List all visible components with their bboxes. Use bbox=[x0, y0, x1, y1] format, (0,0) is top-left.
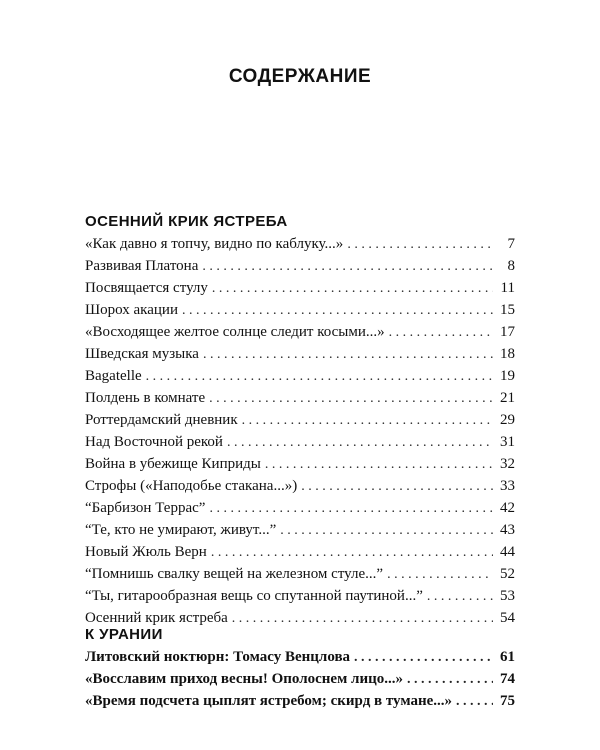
toc-entry[interactable] bbox=[85, 522, 515, 544]
dot-leader bbox=[227, 435, 493, 451]
dot-leader bbox=[212, 281, 493, 297]
toc-entry[interactable] bbox=[85, 566, 515, 588]
toc-entry[interactable] bbox=[85, 478, 515, 500]
toc-entry[interactable] bbox=[85, 236, 515, 258]
toc-entry-title: Шведская музыка bbox=[85, 346, 199, 362]
dot-leader bbox=[232, 611, 493, 627]
section-k-uranii bbox=[85, 626, 515, 715]
toc-entry[interactable] bbox=[85, 302, 515, 324]
toc-entry-page-number: 11 bbox=[500, 280, 515, 296]
toc-entry-title: Bagatelle bbox=[85, 368, 142, 384]
dot-leader bbox=[456, 694, 493, 710]
toc-entry-page-number: 19 bbox=[500, 368, 515, 384]
dot-leader bbox=[202, 259, 493, 275]
dot-leader bbox=[280, 523, 493, 539]
toc-entry-title: Полдень в комнате bbox=[85, 390, 206, 406]
toc-entry-page-number: 75 bbox=[500, 693, 515, 709]
dot-leader bbox=[211, 545, 493, 561]
section-osenniy-krik-yastreba bbox=[85, 213, 515, 632]
toc-entry-page-number: 53 bbox=[500, 588, 515, 604]
dot-leader bbox=[407, 672, 493, 688]
dot-leader bbox=[265, 457, 493, 473]
dot-leader bbox=[209, 501, 493, 517]
toc-entry-title: «Восходящее желтое солнце следит косыми...» bbox=[85, 324, 385, 340]
toc-entry-title: “Те, кто не умирают, живут...” bbox=[85, 522, 277, 538]
section-title: ОСЕННИЙ КРИК ЯСТРЕБА bbox=[85, 213, 288, 230]
dot-leader bbox=[354, 650, 493, 666]
toc-entry-title: Литовский ноктюрн: Томасу Венцлова bbox=[85, 649, 351, 665]
toc-entry-page-number: 21 bbox=[500, 390, 515, 406]
toc-entry[interactable] bbox=[85, 544, 515, 566]
toc-entry[interactable] bbox=[85, 434, 515, 456]
toc-entry-page-number: 54 bbox=[500, 610, 515, 626]
toc-entry-page-number: 61 bbox=[500, 649, 515, 665]
toc-entry-page-number: 74 bbox=[500, 671, 515, 687]
toc-entry-page-number: 42 bbox=[500, 500, 515, 516]
dot-leader bbox=[242, 413, 493, 429]
toc-entry-title: Новый Жюль Верн bbox=[85, 544, 207, 560]
toc-entry-page-number: 31 bbox=[500, 434, 515, 450]
toc-entry-title: Роттердамский дневник bbox=[85, 412, 238, 428]
toc-entry-title: Над Восточной рекой bbox=[85, 434, 223, 450]
dot-leader bbox=[146, 369, 493, 385]
toc-entry[interactable] bbox=[85, 671, 515, 693]
toc-entry[interactable] bbox=[85, 390, 515, 412]
toc-entry[interactable] bbox=[85, 456, 515, 478]
toc-entry[interactable] bbox=[85, 324, 515, 346]
toc-entry-page-number: 18 bbox=[500, 346, 515, 362]
toc-entry[interactable] bbox=[85, 649, 515, 671]
toc-entry-title: “Барбизон Террас” bbox=[85, 500, 206, 516]
toc-entry-page-number: 44 bbox=[500, 544, 515, 560]
toc-entry-title: Война в убежище Киприды bbox=[85, 456, 261, 472]
toc-entry-title: “Ты, гитарообразная вещь со спутанной паутиной...” bbox=[85, 588, 423, 604]
toc-entry[interactable] bbox=[85, 588, 515, 610]
toc-entry[interactable] bbox=[85, 258, 515, 280]
toc-entry-title: Посвящается стулу bbox=[85, 280, 208, 296]
toc-entry-page-number: 43 bbox=[500, 522, 515, 538]
dot-leader bbox=[203, 347, 493, 363]
toc-entry-page-number: 52 bbox=[500, 566, 515, 582]
toc-entry-title: «Как давно я топчу, видно по каблуку...» bbox=[85, 236, 344, 252]
toc-entry-page-number: 33 bbox=[500, 478, 515, 494]
toc-entry-title: Шорох акации bbox=[85, 302, 178, 318]
toc-entry-title: «Время подсчета цыплят ястребом; скирд в тумане...» bbox=[85, 693, 453, 709]
toc-entries bbox=[85, 236, 515, 632]
dot-leader bbox=[301, 479, 493, 495]
dot-leader bbox=[182, 303, 493, 319]
toc-entry-page-number: 15 bbox=[500, 302, 515, 318]
section-title: К УРАНИИ bbox=[85, 626, 163, 643]
toc-entries bbox=[85, 649, 515, 715]
toc-entry-title: Осенний крик ястреба bbox=[85, 610, 228, 626]
dot-leader bbox=[387, 567, 493, 583]
dot-leader bbox=[389, 325, 493, 341]
toc-entry-page-number: 29 bbox=[500, 412, 515, 428]
toc-entry[interactable] bbox=[85, 500, 515, 522]
toc-entry-page-number: 8 bbox=[507, 258, 515, 274]
page-title: СОДЕРЖАНИЕ bbox=[228, 66, 372, 87]
toc-entry[interactable] bbox=[85, 280, 515, 302]
toc-entry[interactable] bbox=[85, 412, 515, 434]
toc-entry[interactable] bbox=[85, 368, 515, 390]
toc-entry-page-number: 17 bbox=[500, 324, 515, 340]
toc-entry-page-number: 32 bbox=[500, 456, 515, 472]
toc-entry-title: Развивая Платона bbox=[85, 258, 199, 274]
dot-leader bbox=[347, 237, 493, 253]
toc-entry[interactable] bbox=[85, 693, 515, 715]
toc-entry-title: “Помнишь свалку вещей на железном стуле...” bbox=[85, 566, 384, 582]
dot-leader bbox=[209, 391, 493, 407]
dot-leader bbox=[427, 589, 493, 605]
toc-entry[interactable] bbox=[85, 346, 515, 368]
toc-entry-page-number: 7 bbox=[507, 236, 515, 252]
toc-entry-title: «Восславим приход весны! Ополоснем лицо...» bbox=[85, 671, 404, 687]
toc-entry-title: Строфы («Наподобье стакана...») bbox=[85, 478, 298, 494]
